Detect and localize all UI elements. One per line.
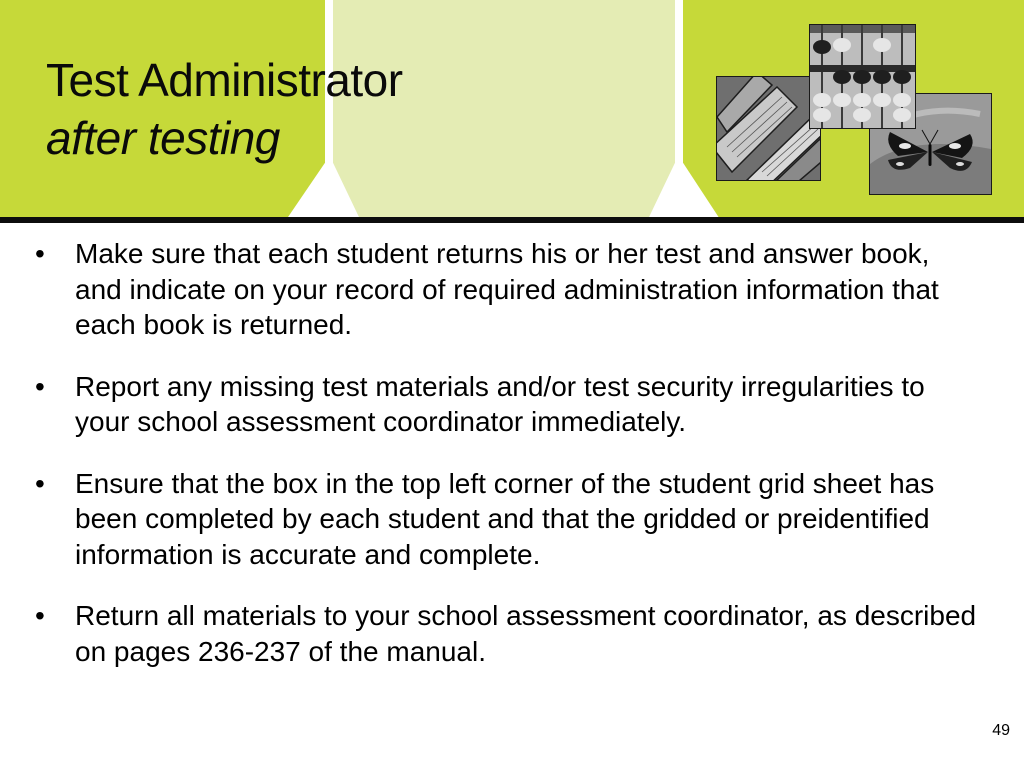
list-item <box>30 598 980 669</box>
bullet-text: Make sure that each student returns his or her test and answer book, and indicate on your record of required administration information that each book is returned. <box>75 238 939 340</box>
bullet-list <box>30 236 980 695</box>
header-panel-left <box>0 0 325 220</box>
header-panel-middle <box>333 0 675 220</box>
list-item <box>30 466 980 573</box>
bullet-icon: • <box>35 238 45 269</box>
bullet-text: Report any missing test materials and/or test security irregularities to your school assessment coordinator immediately. <box>75 370 925 437</box>
bullet-text: Return all materials to your school assessment coordinator, as described on pages 236-237 of the manual. <box>75 600 977 667</box>
list-item <box>30 369 980 440</box>
header-divider <box>0 217 1024 223</box>
slide-title: Test Administrator <box>46 54 403 106</box>
abacus-photo <box>809 24 916 129</box>
bullet-icon: • <box>35 600 45 631</box>
bullet-icon: • <box>35 370 45 402</box>
slide-subtitle: after testing <box>46 112 280 164</box>
page-number: 49 <box>992 722 1010 739</box>
list-item <box>30 236 980 343</box>
bullet-icon: • <box>35 467 45 499</box>
books-photo <box>716 76 821 181</box>
bullet-text: Ensure that the box in the top left corner of the student grid sheet has been completed by each student and that the gridded or preidentified information is accurate and complete. <box>75 467 935 570</box>
